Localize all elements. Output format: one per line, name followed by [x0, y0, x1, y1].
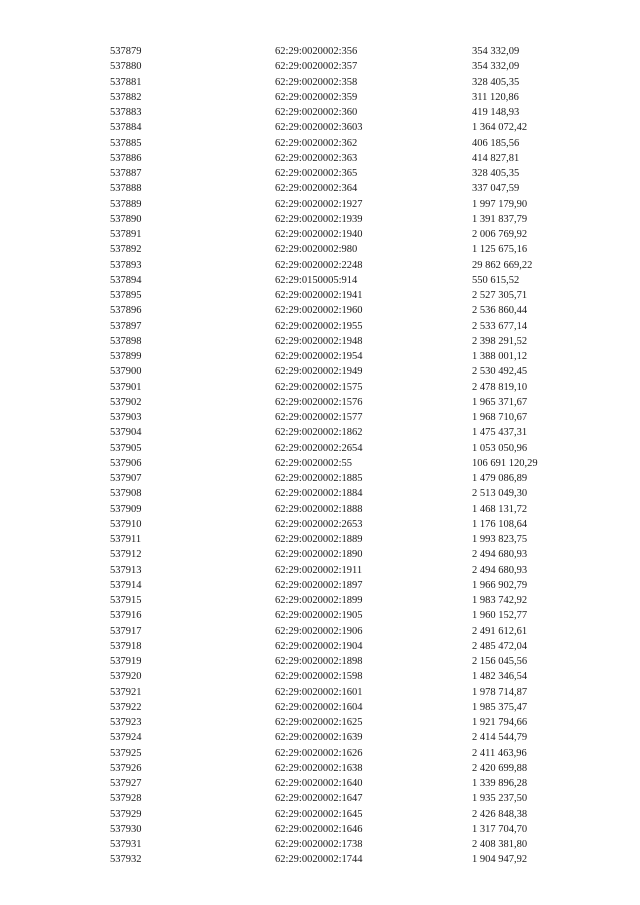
cadastral-number: 62:29:0020002:1598	[275, 671, 363, 683]
row-id: 537901	[110, 381, 142, 393]
row-id: 537884	[110, 122, 142, 134]
value-amount: 328 405,35	[472, 168, 520, 179]
row-id: 537930	[110, 823, 142, 835]
cadastral-number: 62:29:0020002:1948	[275, 335, 363, 347]
row-id: 537932	[110, 854, 142, 866]
cadastral-number: 62:29:0020002:1940	[275, 229, 363, 240]
cadastral-number: 62:29:0020002:1927	[275, 198, 363, 210]
row-id: 537910	[110, 518, 142, 530]
cadastral-number: 62:29:0020002:1911	[275, 564, 363, 576]
row-id: 537907	[110, 473, 142, 484]
cadastral-number: 62:29:0020002:1625	[275, 717, 363, 728]
row-id: 537891	[110, 229, 142, 240]
value-amount: 1 339 896,28	[472, 778, 528, 789]
cadastral-number: 62:29:0020002:1898	[275, 656, 363, 667]
value-amount: 2 006 769,92	[472, 229, 528, 240]
cadastral-number: 62:29:0020002:358	[275, 76, 358, 88]
value-amount: 1 479 086,89	[472, 473, 528, 484]
value-amount: 106 691 120,29	[472, 457, 538, 469]
row-id: 537929	[110, 808, 142, 820]
cadastral-number: 62:29:0020002:1576	[275, 396, 363, 408]
cadastral-number: 62:29:0020002:1601	[275, 686, 363, 698]
row-id: 537888	[110, 183, 142, 195]
cadastral-number: 62:29:0020002:1904	[275, 640, 363, 652]
cadastral-number: 62:29:0020002:1889	[275, 534, 363, 545]
row-id: 537895	[110, 290, 142, 301]
row-id: 537925	[110, 747, 142, 759]
row-id: 537889	[110, 198, 142, 210]
value-amount: 2 536 860,44	[472, 305, 528, 317]
row-id: 537923	[110, 717, 142, 728]
row-id: 537879	[110, 46, 142, 57]
cadastral-number: 62:29:0020002:1738	[275, 839, 363, 850]
cadastral-number: 62:29:0020002:1897	[275, 579, 363, 591]
cadastral-number: 62:29:0020002:359	[275, 91, 358, 103]
cadastral-number: 62:29:0150005:914	[275, 274, 358, 286]
value-amount: 550 615,52	[472, 274, 520, 286]
row-id: 537885	[110, 137, 142, 149]
row-id: 537914	[110, 579, 142, 591]
value-amount: 2 478 819,10	[472, 381, 528, 393]
row-id: 537928	[110, 793, 142, 805]
cadastral-number: 62:29:0020002:1939	[275, 213, 363, 225]
row-id: 537916	[110, 610, 142, 622]
value-amount: 1 965 371,67	[472, 396, 528, 408]
row-id: 537904	[110, 427, 142, 439]
cadastral-number: 62:29:0020002:363	[275, 152, 358, 164]
cadastral-number: 62:29:0020002:357	[275, 61, 358, 73]
value-amount: 2 156 045,56	[472, 656, 528, 667]
value-amount: 1 983 742,92	[472, 595, 528, 606]
cadastral-number: 62:29:0020002:2653	[275, 518, 363, 530]
value-amount: 1 391 837,79	[472, 213, 528, 225]
cadastral-number: 62:29:0020002:2654	[275, 442, 363, 454]
cadastral-number: 62:29:0020002:1639	[275, 732, 363, 744]
row-id: 537883	[110, 107, 142, 118]
cadastral-number: 62:29:0020002:1949	[275, 366, 363, 378]
cadastral-number: 62:29:0020002:1647	[275, 793, 363, 805]
cadastral-number: 62:29:0020002:1577	[275, 412, 363, 423]
row-id: 537913	[110, 564, 142, 576]
cadastral-number: 62:29:0020002:1645	[275, 808, 363, 820]
cadastral-number: 62:29:0020002:1955	[275, 320, 363, 332]
row-id: 537927	[110, 778, 142, 789]
value-amount: 1 904 947,92	[472, 854, 528, 866]
value-amount: 2 398 291,52	[472, 335, 528, 347]
row-id: 537920	[110, 671, 142, 683]
cadastral-number: 62:29:0020002:1646	[275, 823, 363, 835]
value-amount: 2 420 699,88	[472, 762, 528, 774]
value-amount: 1 985 375,47	[472, 701, 528, 713]
value-amount: 414 827,81	[472, 152, 520, 164]
cadastral-number: 62:29:0020002:360	[275, 107, 358, 118]
value-amount: 1 053 050,96	[472, 442, 528, 454]
cadastral-number: 62:29:0020002:1640	[275, 778, 363, 789]
cadastral-number: 62:29:0020002:980	[275, 244, 358, 256]
value-amount: 29 862 669,22	[472, 259, 533, 271]
row-id: 537911	[110, 534, 142, 545]
value-amount: 2 527 305,71	[472, 290, 528, 301]
cadastral-number: 62:29:0020002:1604	[275, 701, 363, 713]
row-id: 537924	[110, 732, 142, 744]
value-amount: 1 475 437,31	[472, 427, 528, 439]
row-id: 537908	[110, 488, 142, 500]
row-id: 537881	[110, 76, 142, 88]
row-id: 537917	[110, 625, 142, 637]
row-id: 537918	[110, 640, 142, 652]
value-amount: 2 414 544,79	[472, 732, 528, 744]
value-amount: 2 513 049,30	[472, 488, 528, 500]
value-amount: 311 120,86	[472, 91, 519, 103]
value-amount: 1 125 675,16	[472, 244, 528, 256]
cadastral-number: 62:29:0020002:1884	[275, 488, 363, 500]
cadastral-number: 62:29:0020002:55	[275, 457, 353, 469]
value-amount: 328 405,35	[472, 76, 520, 88]
value-amount: 2 491 612,61	[472, 625, 528, 637]
cadastral-number: 62:29:0020002:1899	[275, 595, 363, 606]
cadastral-number: 62:29:0020002:1888	[275, 503, 363, 515]
cadastral-number: 62:29:0020002:364	[275, 183, 358, 195]
value-amount: 2 411 463,96	[472, 747, 527, 759]
value-amount: 2 533 677,14	[472, 320, 528, 332]
row-id: 537931	[110, 839, 142, 850]
cadastral-number: 62:29:0020002:1575	[275, 381, 363, 393]
value-amount: 406 185,56	[472, 137, 520, 149]
row-id: 537887	[110, 168, 142, 179]
row-id: 537899	[110, 351, 142, 362]
cadastral-number: 62:29:0020002:1905	[275, 610, 363, 622]
cadastral-number: 62:29:0020002:1960	[275, 305, 363, 317]
value-amount: 1 388 001,12	[472, 351, 528, 362]
cadastral-number: 62:29:0020002:1885	[275, 473, 363, 484]
value-amount: 1 935 237,50	[472, 793, 528, 805]
row-id: 537912	[110, 549, 142, 561]
row-id: 537880	[110, 61, 142, 73]
row-id: 537898	[110, 335, 142, 347]
row-id: 537892	[110, 244, 142, 256]
cadastral-number: 62:29:0020002:356	[275, 46, 358, 57]
row-id: 537896	[110, 305, 142, 317]
value-amount: 2 408 381,80	[472, 839, 528, 850]
cadastral-number: 62:29:0020002:2248	[275, 259, 363, 271]
value-amount: 1 968 710,67	[472, 412, 528, 423]
row-id: 537890	[110, 213, 142, 225]
cadastral-number: 62:29:0020002:1906	[275, 625, 363, 637]
row-id: 537893	[110, 259, 142, 271]
row-id: 537900	[110, 366, 142, 378]
row-id: 537926	[110, 762, 142, 774]
row-id: 537882	[110, 91, 142, 103]
value-amount: 1 921 794,66	[472, 717, 528, 728]
row-id: 537886	[110, 152, 142, 164]
cadastral-number: 62:29:0020002:1638	[275, 762, 363, 774]
value-amount: 1 364 072,42	[472, 122, 528, 134]
row-id: 537905	[110, 442, 142, 454]
cadastral-number: 62:29:0020002:1626	[275, 747, 363, 759]
cadastral-number: 62:29:0020002:362	[275, 137, 358, 149]
value-amount: 1 966 902,79	[472, 579, 528, 591]
row-id: 537894	[110, 274, 142, 286]
value-amount: 2 494 680,93	[472, 549, 528, 561]
value-amount: 1 176 108,64	[472, 518, 528, 530]
cadastral-number: 62:29:0020002:1862	[275, 427, 363, 439]
row-id: 537919	[110, 656, 142, 667]
row-id: 537897	[110, 320, 142, 332]
row-id: 537903	[110, 412, 142, 423]
cadastral-number: 62:29:0020002:1744	[275, 854, 363, 866]
row-id: 537915	[110, 595, 142, 606]
cadastral-number: 62:29:0020002:1954	[275, 351, 363, 362]
row-id: 537922	[110, 701, 142, 713]
value-amount: 2 426 848,38	[472, 808, 528, 820]
value-amount: 354 332,09	[472, 61, 520, 73]
value-amount: 354 332,09	[472, 46, 520, 57]
value-amount: 1 482 346,54	[472, 671, 528, 683]
value-amount: 1 317 704,70	[472, 823, 528, 835]
value-amount: 2 530 492,45	[472, 366, 528, 378]
row-id: 537909	[110, 503, 142, 515]
value-amount: 1 960 152,77	[472, 610, 528, 622]
cadastral-number: 62:29:0020002:1890	[275, 549, 363, 561]
row-id: 537906	[110, 457, 142, 469]
value-amount: 1 468 131,72	[472, 503, 528, 515]
cadastral-number: 62:29:0020002:365	[275, 168, 358, 179]
row-id: 537902	[110, 396, 142, 408]
cadastral-number: 62:29:0020002:1941	[275, 290, 363, 301]
cadastral-number: 62:29:0020002:3603	[275, 122, 363, 134]
value-amount: 2 494 680,93	[472, 564, 528, 576]
value-amount: 1 978 714,87	[472, 686, 528, 698]
value-amount: 419 148,93	[472, 107, 520, 118]
value-amount: 1 997 179,90	[472, 198, 528, 210]
value-amount: 2 485 472,04	[472, 640, 528, 652]
value-amount: 1 993 823,75	[472, 534, 528, 545]
value-amount: 337 047,59	[472, 183, 520, 195]
row-id: 537921	[110, 686, 142, 698]
